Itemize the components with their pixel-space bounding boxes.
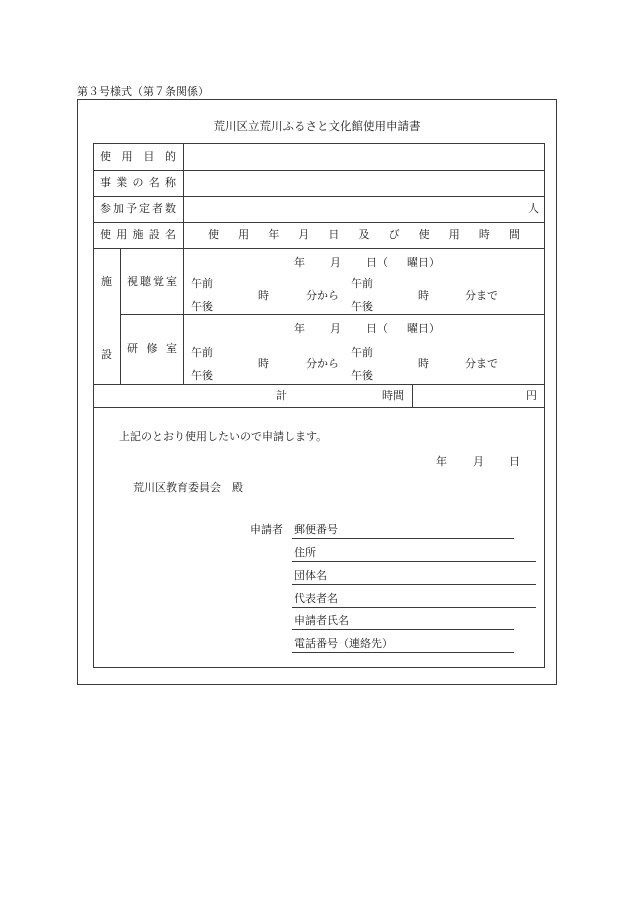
row-divider (93, 248, 545, 249)
column-divider (120, 248, 121, 384)
hour-label: 時 (258, 357, 269, 370)
representative-label: 代表者名 (294, 592, 338, 605)
pm-label: 午後 (191, 300, 213, 313)
representative-line (292, 607, 536, 608)
addressee: 荒川区教育委員会 殿 (133, 481, 243, 494)
row-divider (93, 384, 545, 385)
am-label: 午前 (191, 277, 213, 290)
hour-label-end: 時 (418, 289, 429, 302)
date-month: 月 (330, 256, 341, 269)
participants-label: 参 加 予 定 者 数 (100, 202, 176, 215)
postal-code-line (292, 538, 514, 539)
column-divider (412, 384, 413, 407)
am-label: 午前 (191, 346, 213, 359)
row-divider (93, 407, 545, 408)
hour-label-end: 時 (418, 357, 429, 370)
facility-av-room-label: 視 聴 覚 室 (127, 275, 177, 288)
form-number: 第３号様式（第７条関係） (77, 85, 209, 98)
participants-unit: 人 (528, 202, 539, 215)
applicant-label: 申請者 (250, 523, 283, 536)
date-weekday: 曜日） (407, 256, 440, 269)
pm-label-end: 午後 (351, 300, 373, 313)
business-name-label: 事 業 の 名 称 (100, 176, 176, 189)
date-day: 日（ (366, 256, 388, 269)
address-label: 住所 (294, 546, 316, 559)
total-hours-unit: 時間 (382, 389, 404, 402)
application-year: 年 (436, 455, 447, 468)
pm-label: 午後 (191, 369, 213, 382)
pm-label-end: 午後 (351, 369, 373, 382)
usage-header: 使 用 年 月 日 及 び 使 用 時 間 (208, 228, 520, 241)
row-divider (93, 170, 545, 171)
organization-label: 団体名 (294, 569, 327, 582)
date-month: 月 (330, 322, 341, 335)
date-year: 年 (294, 256, 305, 269)
row-divider (93, 196, 545, 197)
from-label: 分から (306, 357, 339, 370)
until-label: 分まで (465, 289, 498, 302)
application-statement: 上記のとおり使用したいので申請します。 (119, 430, 328, 443)
application-month: 月 (473, 455, 484, 468)
hour-label: 時 (258, 289, 269, 302)
applicant-name-line (292, 629, 514, 630)
facility-group-label-1: 施 (101, 275, 112, 288)
date-weekday: 曜日） (407, 322, 440, 335)
organization-line (292, 584, 536, 585)
facility-training-room-label: 研 修 室 (127, 342, 177, 355)
applicant-name-label: 申請者氏名 (294, 614, 349, 627)
phone-line (292, 652, 514, 653)
facility-name-label: 使 用 施 設 名 (100, 228, 176, 241)
facility-group-label-2: 設 (101, 348, 112, 361)
from-label: 分から (306, 289, 339, 302)
purpose-label: 使 用 目 的 (100, 150, 176, 163)
am-label-end: 午前 (351, 346, 373, 359)
postal-code-label: 郵便番号 (294, 523, 338, 536)
total-label: 計 (276, 389, 287, 402)
row-divider (93, 222, 545, 223)
phone-label: 電話番号（連絡先） (294, 637, 393, 650)
application-day: 日 (509, 455, 520, 468)
date-day: 日（ (366, 322, 388, 335)
date-year: 年 (294, 322, 305, 335)
until-label: 分まで (465, 357, 498, 370)
total-yen-unit: 円 (526, 389, 537, 402)
address-line (292, 561, 536, 562)
column-divider (183, 143, 184, 384)
form-title: 荒川区立荒川ふるさと文化館使用申請書 (213, 119, 421, 133)
am-label-end: 午前 (351, 277, 373, 290)
